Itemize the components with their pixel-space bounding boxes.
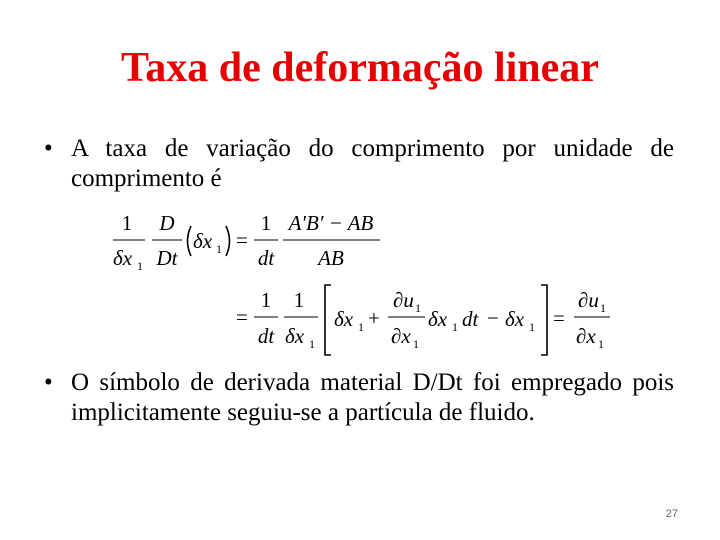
fraction-denominator: Dt — [156, 246, 178, 270]
subscript: 1 — [413, 337, 419, 351]
fraction-denominator: ∂x — [391, 324, 411, 348]
fraction-denominator: δx — [113, 246, 133, 270]
fraction-numerator: ∂u — [393, 288, 414, 312]
right-parenthesis — [226, 226, 230, 256]
subscript: 1 — [415, 301, 421, 315]
fraction-numerator: D — [159, 211, 175, 235]
fraction-numerator: 1 — [121, 211, 133, 235]
subscript: 1 — [600, 301, 606, 315]
page-number: 27 — [665, 508, 678, 520]
subscript: 1 — [309, 337, 315, 351]
fraction-denominator: dt — [257, 246, 275, 270]
equals-sign: = — [553, 306, 565, 330]
equals-sign: = — [236, 228, 248, 252]
bullet-item — [44, 368, 674, 428]
plus-sign: + — [368, 306, 380, 330]
subscript: 1 — [529, 320, 535, 334]
bracket-term: δx — [334, 307, 354, 331]
subscript: 1 — [598, 337, 604, 351]
fraction-denominator: AB — [318, 246, 344, 270]
left-bracket — [325, 285, 331, 355]
equation-line-1 — [113, 211, 380, 273]
bracket-term: δx — [505, 307, 525, 331]
bracket-term: δx — [428, 307, 448, 331]
left-parenthesis — [188, 226, 192, 256]
fraction-numerator: 1 — [293, 288, 305, 312]
bullet-marker: • — [44, 135, 53, 162]
minus-sign: − — [487, 306, 499, 330]
paren-term: δx — [193, 229, 213, 253]
subscript: 1 — [216, 242, 222, 256]
fraction-denominator: δx — [285, 324, 305, 348]
bullet-text: A taxa de variação do comprimento por unidade de comprimento é — [71, 135, 674, 192]
fraction-numerator: A′B′ − AB — [288, 211, 374, 235]
slide-title: Taxa de deformação linear — [121, 45, 599, 91]
fraction-denominator: ∂x — [576, 324, 596, 348]
subscript: 1 — [452, 320, 458, 334]
fraction-numerator: ∂u — [578, 288, 599, 312]
bullet-marker: • — [44, 369, 53, 396]
fraction-denominator: dt — [257, 324, 275, 348]
right-bracket — [541, 285, 547, 355]
subscript: 1 — [137, 259, 143, 273]
bracket-term: dt — [462, 307, 479, 331]
subscript: 1 — [358, 320, 364, 334]
equation-line-2 — [236, 285, 610, 355]
bullet-text: O símbolo de derivada material D/Dt foi empregado pois implicitamente seguiu-se a partícula de fluido. — [71, 369, 674, 426]
fraction-numerator: 1 — [260, 211, 272, 235]
fraction-numerator: 1 — [260, 288, 272, 312]
equals-sign: = — [236, 305, 248, 329]
